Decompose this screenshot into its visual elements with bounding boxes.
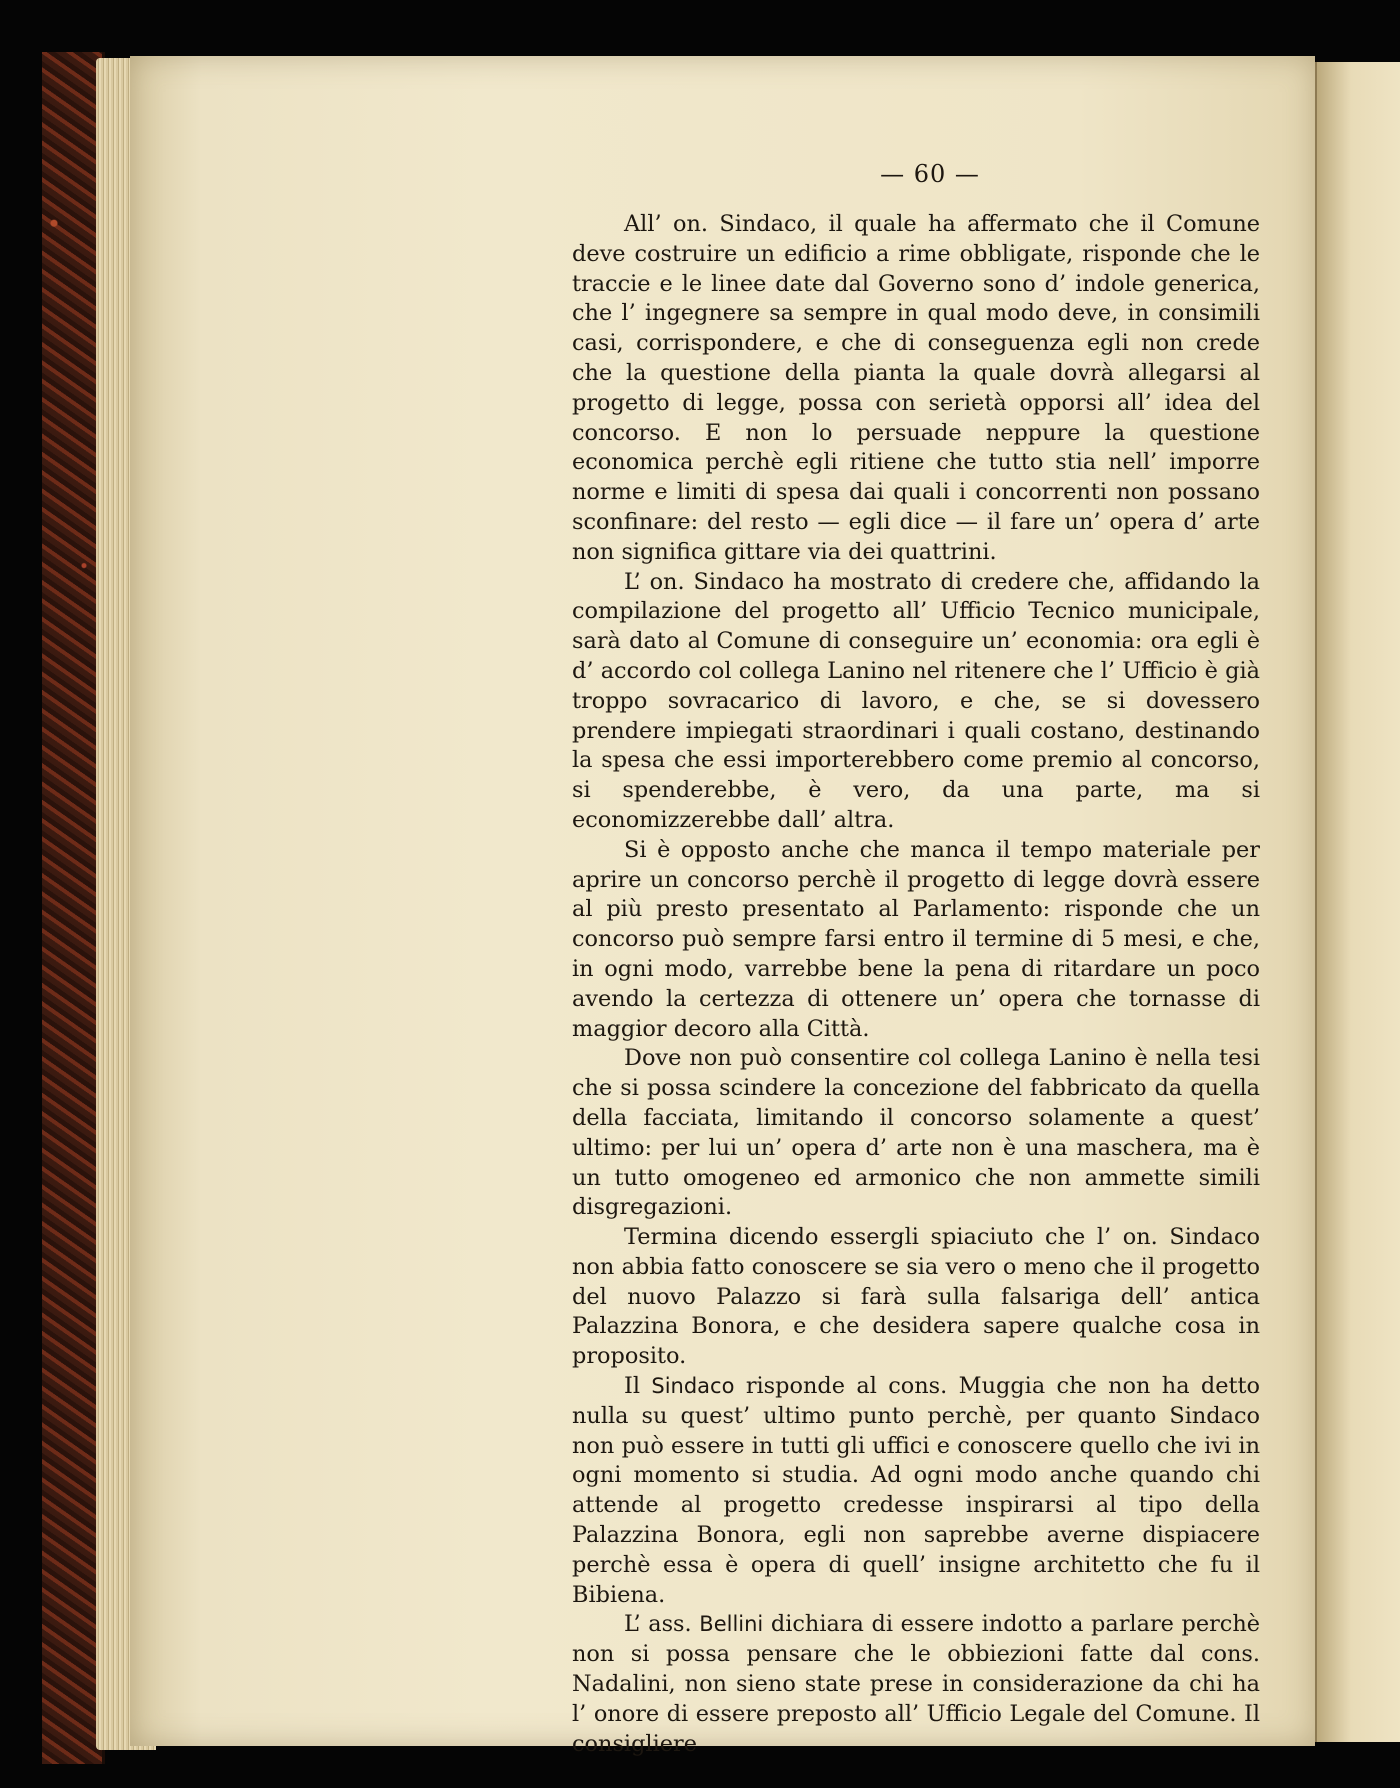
paragraph xyxy=(572,1372,1260,1610)
paragraph xyxy=(572,1044,1260,1223)
text-run: All’ on. Sindaco, il quale ha affermato che il Comune deve costruire un edificio a rime obbligate, risponde che le traccie e le linee date dal Governo sono d’ indole generica, che l’ ingegnere sa sempre in qual modo deve, in consimili casi, corrispondere, e che di conseguenza egli non crede che la questione della pianta la quale dovrà allegarsi al progetto di legge, possa con serietà opporsi all’ idea del concorso. E non lo persuade neppure la questione economica perchè egli ritiene che tutto stia nell’ imporre norme e limiti di spesa dai quali i concorrenti non possano sconfinare: del resto — egli dice — il fare un’ opera d’ arte non significa gittare via dei quattrini. xyxy=(572,211,1260,565)
paragraph xyxy=(572,1223,1260,1372)
text-run: Termina dicendo essergli spiaciuto che l’ on. Sindaco non abbia fatto conoscere se sia vero o meno che il progetto del nuovo Palazzo si farà sulla falsariga dell’ antica Palazzina Bonora, e che desidera sapere qualche cosa in proposito. xyxy=(572,1224,1260,1370)
text-run: L’ on. Sindaco ha mostrato di credere che, affidando la compilazione del progetto all’ Ufficio Tecnico municipale, sarà dato al Comune di conseguire un’ economia: ora egli è d’ accordo col collega Lanino nel ritenere che l’ Ufficio è già troppo sovracarico di lavoro, e che, se si dovessero prendere impiegati straordinari i quali costano, destinando la spesa che essi importerebbero come premio al concorso, si spenderebbe, è vero, da una parte, ma si economizzerebbe dall’ altra. xyxy=(572,568,1260,833)
paragraph xyxy=(572,836,1260,1045)
page-text xyxy=(572,160,1260,1759)
text-run: Dove non può consentire col collega Lanino è nella tesi che si possa scindere la concezione del fabbricato da quella della facciata, limitando il concorso solamente a quest’ ultimo: per lui un’ opera d’ arte non è una maschera, ma è un tutto omogeneo ed armonico che non ammette simili disgregazioni. xyxy=(572,1045,1260,1221)
text-run: risponde al cons. Muggia che non ha detto nulla su quest’ ultimo punto perchè, per quanto Sindaco non può essere in tutti gli uffici e conoscere quello che ivi in ogni momento si studia. Ad ogni modo anche quando chi attende al progetto credesse inspirarsi al tipo della Palazzina Bonora, egli non saprebbe averne dispiacere perchè essa è opera di quell’ insigne architetto che fu il Bibiena. xyxy=(572,1373,1260,1608)
paragraph xyxy=(572,1610,1260,1759)
speaker-name: Bellini xyxy=(699,1612,764,1637)
speaker-name: Sindaco xyxy=(651,1374,735,1399)
paragraph xyxy=(572,210,1260,568)
text-run: Il xyxy=(624,1373,652,1400)
text-run: L’ ass. xyxy=(624,1611,700,1638)
facing-page-edge xyxy=(1315,62,1400,1742)
page-number: — 60 — xyxy=(880,160,980,188)
paragraph xyxy=(572,568,1260,836)
text-run: Si è opposto anche che manca il tempo materiale per aprire un concorso perchè il progetto di legge dovrà essere al più presto presentato al Parlamento: risponde che un concorso può sempre farsi entro il termine di 5 mesi, e che, in ogni modo, varrebbe bene la pena di ritardare un poco avendo la certezza di ottenere un’ opera che tornasse di maggior decoro alla Città. xyxy=(572,836,1260,1042)
text-run: dichiara di essere indotto a parlare perchè non si possa pensare che le obbiezioni fatte dal cons. Nadalini, non sieno state prese in considerazione da chi ha l’ onore di essere preposto all’ Ufficio Legale del Comune. Il consigliere xyxy=(572,1611,1260,1757)
